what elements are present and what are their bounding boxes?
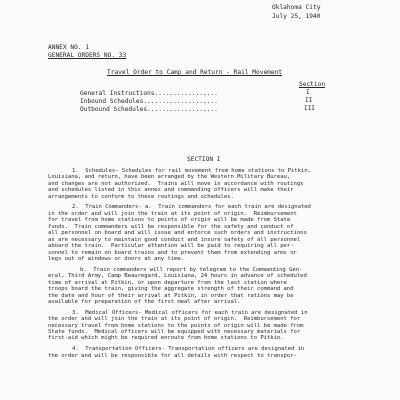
toc-entry-numeral: III — [304, 105, 315, 112]
paragraph-line: for travel from home stations to points of origin will be made from State — [48, 217, 291, 224]
paragraph-line: and changes are not authorized. Trains will move in accordance with routings — [48, 180, 304, 187]
paragraph-line: all personnel on board and will issue and enforce such orders and instructions — [48, 230, 307, 237]
toc-entry-label: Inbound Schedules.................... — [80, 98, 218, 105]
paragraph-line: eral, Third Army, Camp Beauregard, Louisiana, 24 hours in advance of scheduled — [48, 273, 307, 280]
toc-section-heading: Section — [299, 81, 326, 88]
general-orders-number: GENERAL ORDERS NO. 33 — [48, 52, 127, 59]
paragraph-line: sonnel to remain on board trains and to prevent them from extending arms or — [48, 249, 297, 256]
paragraph-line: necessary travel from home stations to the points of origin will be made from — [48, 322, 304, 329]
section-title: SECTION I — [187, 156, 221, 163]
paragraph-line: arrangements to conform to these routings and schedules. — [48, 193, 234, 200]
paragraph-line: funds. Train commanders will be responsible for the safety and conduct of — [48, 223, 294, 230]
paragraph-line: the date and hour of their arrival at Pitkin, in order that rations may be — [48, 292, 294, 299]
header-date: July 25, 1940 — [272, 13, 321, 20]
paragraph-line: Louisiana, and return, have been arranged by the Western Military Bureau, — [48, 174, 291, 181]
paragraph-line: first-aid which might be required enroute from home stations to Pitkin. — [48, 335, 284, 342]
toc-entry-numeral: I — [306, 89, 310, 96]
paragraph-line: time of arrival at Pitkin, or upon departure from the last station where — [48, 279, 287, 286]
paragraph-line: in the order and will join the train at its point of origin. Reimbursement — [48, 210, 297, 217]
paragraph-line: 4. Transportation Officers- Transportation officers are designated in — [72, 346, 305, 352]
paragraph-line: the order and will be responsible for all details with respect to transpor- — [48, 352, 297, 359]
paragraph-line: troops board the train, giving the aggregate strength of their command and — [48, 286, 294, 292]
paragraph-line: the order and will join the train at its point of origin. Reimbursement for — [48, 316, 301, 322]
toc-entry-label: Outbound Schedules................... — [80, 106, 218, 113]
annex-number: ANNEX NO. 1 — [48, 44, 89, 51]
paragraph-line: 1. Schedules- Schedules for rail movement from home stations to Pitkin, — [72, 168, 311, 174]
paragraph-line: as are necessary to maintain good conduct and insure safety of all personnel — [48, 236, 301, 243]
paragraph-line: and schedules listed in this annex and commanding officers will make their — [48, 187, 294, 194]
header-city: Oklahoma City — [272, 4, 321, 11]
paragraph-line: b. Train commanders will report by telegram to the Commanding Gen- — [80, 266, 303, 273]
toc-entry-numeral: II — [305, 97, 313, 104]
toc-entry-label: General Instructions................. — [80, 90, 218, 97]
paragraph-line: State funds. Medical officers will be equipped with necessary materials for — [48, 328, 301, 335]
paragraph-line: 3. Medical Officers- Medical officers for each train are designated in — [72, 309, 308, 316]
document-title: Travel Order to Camp and Return - Rail Movement — [107, 69, 283, 76]
paragraph-line: available for preparation of the first meal after arrival. — [48, 298, 241, 305]
paragraph-line: aboard the train. Particular attention will be paid to requiring all per- — [48, 243, 294, 250]
paragraph-line: 2. Train Commanders- a. Train commanders for each train are designated — [72, 204, 311, 211]
paragraph-line: legs out of windows or doors at any time. — [48, 256, 185, 262]
